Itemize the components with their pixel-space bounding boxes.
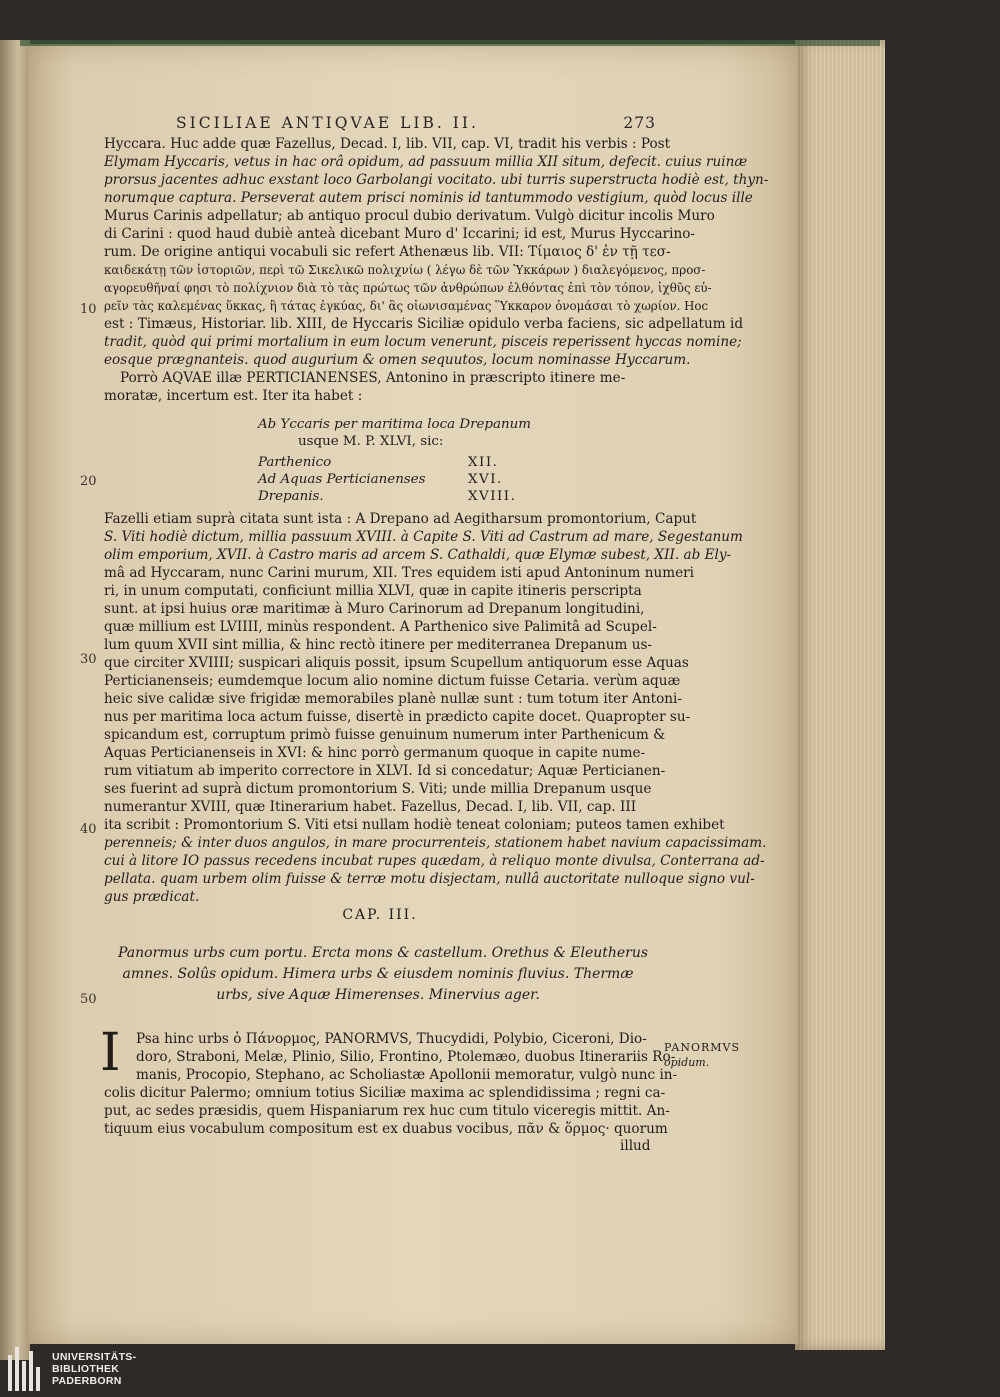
line-number: 10 — [80, 302, 97, 317]
text-line: perenneis; & inter duos angulos, in mare procurrenteis, stationem habet navium capacissimam. — [104, 835, 767, 851]
text-line: prorsus jacentes adhuc exstant loco Garbolangi vocitato. ubi turris superstructa hodiè est, thyn- — [104, 172, 769, 188]
text-line: rum. De origine antiqui vocabuli sic refert Athenæus lib. VII: Τίμαιος δ' ἐν τῇ τεσ- — [104, 244, 671, 260]
text-line: Murus Carinis adpellatur; ab antiquo procul dubio derivatum. Vulgò dicitur incolis Muro — [104, 208, 715, 224]
summary-line: amnes. Solûs opidum. Himera urbs & eiusdem nominis fluvius. Thermæ — [122, 966, 634, 982]
text-line: put, ac sedes præsidis, quem Hispaniarum rex huc cum titulo viceregis mittit. An- — [104, 1103, 670, 1119]
facing-page-edge — [0, 40, 30, 1360]
itinerary-place: Ad Aquas Perticianenses — [258, 472, 426, 487]
itinerary-row — [258, 454, 518, 471]
text-line: moratæ, incertum est. Iter ita habet : — [104, 388, 363, 404]
text-line: que circiter XVIIII; suspicari aliquis possit, ipsum Scupellum antiquorum esse Aquas — [104, 655, 689, 671]
greek-line: καιδεκάτῃ τῶν ἱστοριῶν, περὶ τῶ Σικελικῶ πολιχνίω ( λέγω δὲ τῶν Ὑκκάρων ) διαλεγόμενος, προσ- — [104, 263, 706, 277]
text-line: quæ millium est LVIIII, minùs respondent. A Parthenico sive Palimitâ ad Scupel- — [104, 619, 657, 635]
text-line: nus per maritima loca actum fuisse, disertè in prædicto capite docet. Quapropter su- — [104, 709, 691, 725]
itinerary-place: Drepanis. — [258, 489, 324, 504]
itinerary-miles: XVIII. — [468, 489, 517, 504]
running-title: SICILIAE ANTIQVAE LIB. II. — [176, 114, 479, 132]
page-edges — [795, 40, 885, 1350]
text-line: Elymam Hyccaris, vetus in hac orâ opidum, ad passuum millia XII situm, defecit. cuius ruinæ — [104, 154, 748, 170]
drop-cap: I — [100, 1023, 121, 1083]
paragraph-3 — [136, 1030, 678, 1084]
text-line: lum quum XVII sint millia, & hinc rectò itinere per mediterranea Drepanum us- — [104, 637, 653, 653]
marginal-note — [664, 1040, 740, 1070]
itinerary-place: Parthenico — [258, 455, 332, 470]
library-name-line: BIBLIOTHEK — [52, 1363, 120, 1375]
greek-line: αγορευθῆναί φησι τὸ πολίχνιον διὰ τὸ τὰς πρώτως τῶν ἀνθρώπων ἐλθόντας ἐπὶ τὸν τόπον, ἰχθῦς εὑ- — [104, 281, 712, 295]
page-number: 273 — [623, 114, 656, 132]
paragraph-3-continued — [104, 1084, 670, 1138]
paragraph-2 — [104, 510, 767, 906]
text-line: cui à litore IO passus recedens incubat rupes quædam, à reliquo monte divulsa, Conterrana ad- — [104, 853, 765, 869]
text-line: tiquum eius vocabulum compositum est ex duabus vocibus, πᾶν & ὅρμος· quorum — [104, 1121, 668, 1137]
text-line: ses fuerint ad suprà dictum promontorium S. Viti; unde millia Drepanum usque — [104, 781, 652, 797]
itinerary-heading — [258, 433, 518, 450]
itinerary-table — [258, 416, 531, 505]
library-name-line: PADERBORN — [52, 1375, 122, 1387]
greek-line: ρεῖν τὰς καλεμένας ὕκκας, ἢ τάτας ἐγκύας, δι' ἃς οἰωνισαμένας Ὕκκαρον ὀνομάσαι τὸ χωρίον. Hoc — [104, 299, 709, 313]
itinerary-miles: XVI. — [468, 472, 503, 487]
line-number: 50 — [80, 992, 97, 1007]
text-line: Hyccara. Huc adde quæ Fazellus, Decad. I, lib. VII, cap. VI, tradit his verbis : Post — [104, 136, 671, 152]
line-number: 20 — [80, 474, 97, 489]
text-line: ri, in unum computati, conficiunt millia XLVI, quæ in capite itineris perscripta — [104, 583, 642, 599]
summary-line: Panormus urbs cum portu. Ercta mons & castellum. Orethus & Eleutherus — [118, 945, 649, 961]
text-line: mâ ad Hyccaram, nunc Carini murum, XII. Tres equidem isti apud Antoninum numeri — [104, 565, 694, 581]
binding-edge — [20, 40, 880, 46]
itinerary-heading — [258, 416, 531, 433]
text-line: Perticianenseis; eumdemque locum alio nomine dictum fuisse Cetaria. verùm aquæ — [104, 673, 681, 689]
library-name-line: UNIVERSITÄTS- — [52, 1351, 137, 1363]
text-line: norumque captura. Perseverat autem prisci nominis id tantummodo vestigium, quòd locus ille — [104, 190, 753, 206]
itinerary-heading-2: usque M. P. XLVI, sic: — [298, 434, 444, 449]
summary-line: urbs, sive Aquæ Himerenses. Minervius ager. — [216, 987, 540, 1003]
text-line: eosque prægnanteis. quod augurium & omen sequutos, locum nominasse Hyccarum. — [104, 352, 691, 368]
text-line: Aquas Perticianenseis in XVI: & hinc porrò germanum quoque in capite nume- — [104, 745, 646, 761]
library-logo — [8, 1345, 148, 1393]
text-line: pellata. quam urbem olim fuisse & terræ motu disjectam, nullâ auctoritate nulloque signo vul- — [104, 871, 755, 887]
text-line: Porrò AQVAE illæ PERTICIANENSES, Antonino in præscripto itinere me- — [120, 370, 626, 386]
line-number: 40 — [80, 822, 97, 837]
library-name — [52, 1351, 136, 1387]
text-line: spicandum est, corruptum primò fuisse genuinum numerum inter Parthenicum & — [104, 727, 666, 743]
text-line: colis dicitur Palermo; omnium totius Siciliæ maxima ac splendidissima ; regni ca- — [104, 1085, 666, 1101]
text-line: gus prædicat. — [104, 889, 200, 905]
text-line: rum vitiatum ab imperito correctore in XLVI. Id si concedatur; Aquæ Perticianen- — [104, 763, 666, 779]
text-line: di Carini : quod haud dubiè anteà dicebant Muro d' Iccarini; id est, Murus Hyccarino- — [104, 226, 696, 242]
text-line: sunt. at ipsi huius oræ maritimæ à Muro Carinorum ad Drepanum longitudini, — [104, 601, 645, 617]
text-line: numerantur XVIII, quæ Itinerarium habet. Fazellus, Decad. I, lib. VII, cap. III — [104, 799, 637, 815]
text-line: S. Viti hodiè dictum, millia passuum XVIII. à Capite S. Viti ad Castrum ad mare, Segestanum — [104, 529, 743, 545]
text-line: Psa hinc urbs ὁ Πάνορμος, PANORMVS, Thucydidi, Polybio, Ciceroni, Dio- — [136, 1031, 647, 1047]
text-line: doro, Straboni, Melæ, Plinio, Silio, Frontino, Ptolemæo, duobus Itinerariis Ro- — [136, 1049, 676, 1065]
itinerary-miles: XII. — [468, 455, 499, 470]
text-line: manis, Procopio, Stephano, ac Scholiastæ Apollonii memoratur, vulgò nunc in- — [136, 1067, 678, 1083]
library-mark-icon — [8, 1347, 44, 1391]
text-line: heic sive calidæ sive frigidæ memorabiles planè nullæ sunt : tum totum iter Antoni- — [104, 691, 682, 707]
text-line: ita scribit : Promontorium S. Viti etsi nullam hodiè teneat coloniam; puteos tamen exhibet — [104, 817, 725, 833]
catchword: illud — [620, 1138, 651, 1154]
running-header — [176, 114, 656, 132]
text-line: tradit, quòd qui primi mortalium in eum locum venerunt, pisceis reperissent hyccas nomine; — [104, 334, 742, 350]
chapter-summary — [118, 943, 649, 1006]
marginal-note-line: opidum. — [664, 1056, 710, 1069]
paragraph-1 — [104, 135, 769, 405]
text-line: Fazelli etiam suprà citata sunt ista : A Drepano ad Aegitharsum promontorium, Caput — [104, 511, 697, 527]
marginal-note-line: PANORMVS — [664, 1041, 741, 1054]
line-number: 30 — [80, 652, 97, 667]
text-line: est : Timæus, Historiar. lib. XIII, de Hyccaris Siciliæ opidulo verba faciens, sic adpellatum id — [104, 316, 744, 332]
chapter-title: CAP. III. — [342, 907, 418, 923]
itinerary-row — [258, 471, 518, 488]
text-line: olim emporium, XVII. à Castro maris ad arcem S. Cathaldi, quæ Elymæ subest, XII. ab Ely- — [104, 547, 732, 563]
itinerary-row — [258, 488, 518, 505]
itinerary-heading-1: Ab Yccaris per maritima loca Drepanum — [258, 417, 531, 432]
